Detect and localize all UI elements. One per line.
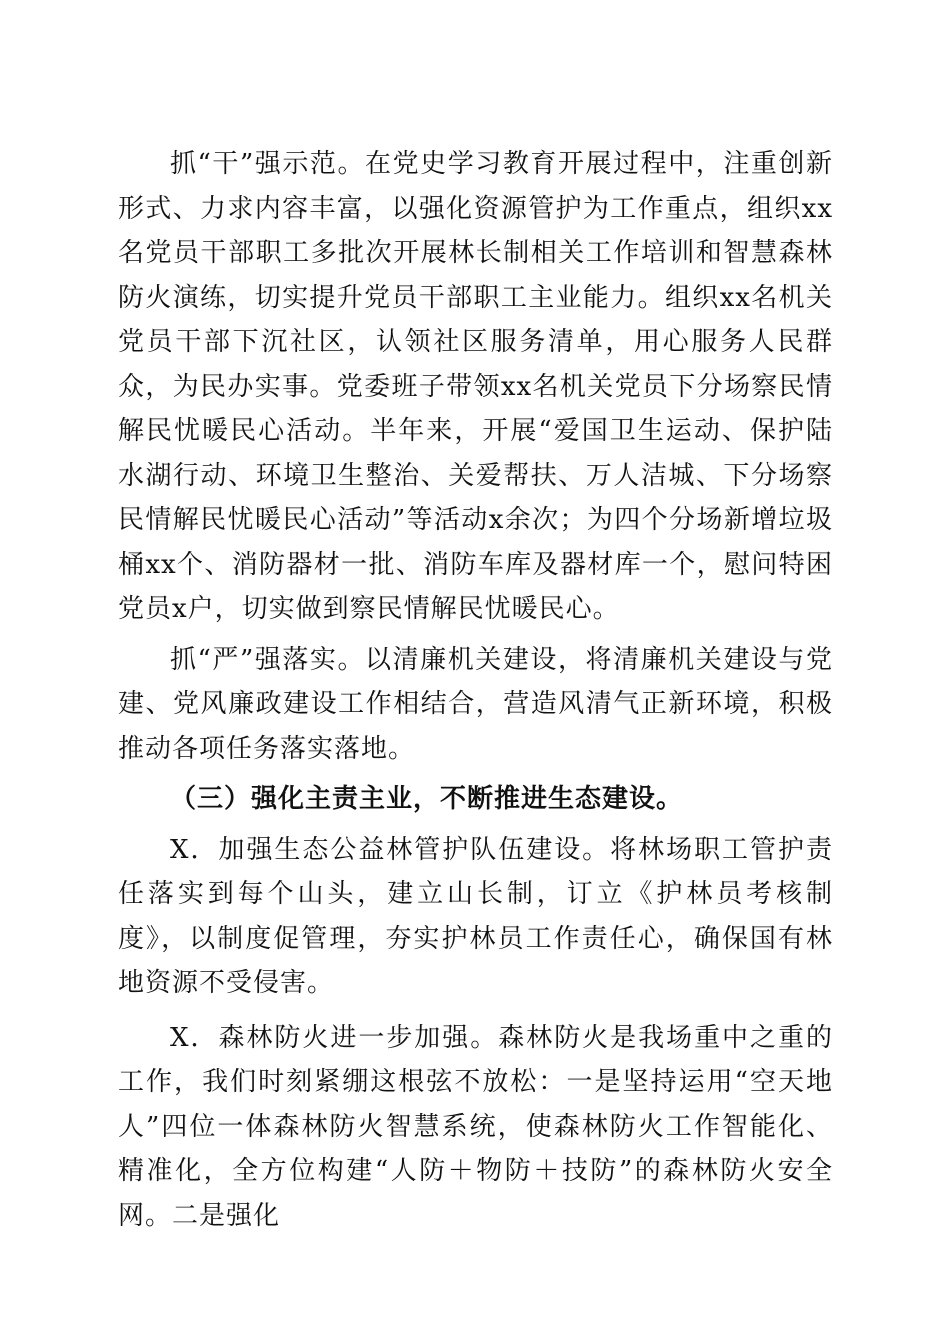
section-heading-3: （三）强化主责主业，不断推进生态建设。	[170, 784, 684, 814]
paragraph-zhua-yan: 抓“严”强落实。以清廉机关建设，将清廉机关建设与党建、党风廉政建设工作相结合，营造风清气正新环境，积极推动各项任务落实落地。	[118, 644, 833, 764]
paragraph-forest-team: X．加强生态公益林管护队伍建设。将林场职工管护责任落实到每个山头，建立山长制，订立《护林员考核制度》，以制度促管理，夯实护林员工作责任心，确保国有林地资源不受侵害。	[118, 834, 833, 998]
paragraph-fire-prevention: X．森林防火进一步加强。森林防火是我场重中之重的工作，我们时刻紧绷这根弦不放松：一是坚持运用“空天地人”四位一体森林防火智慧系统，使森林防火工作智能化、精准化，全方位构建“人防＋物防＋技防”的森林防火安全网。二是强化	[118, 1022, 833, 1231]
document-body	[118, 142, 833, 1238]
paragraph-zhua-gan: 抓“干”强示范。在党史学习教育开展过程中，注重创新形式、力求内容丰富，以强化资源管护为工作重点，组织xx名党员干部职工多批次开展林长制相关工作培训和智慧森林防火演练，切实提升党员干部职工主业能力。组织xx名机关党员干部下沉社区，认领社区服务清单，用心服务人民群众，为民办实事。党委班子带领xx名机关党员下分场察民情解民忧暖民心活动。半年来，开展“爱国卫生运动、保护陆水湖行动、环境卫生整治、关爱帮扶、万人洁城、下分场察民情解民忧暖民心活动”等活动x余次；为四个分场新增垃圾桶xx个、消防器材一批、消防车库及器材库一个，慰问特困党员x户，切实做到察民情解民忧暖民心。	[118, 149, 833, 624]
